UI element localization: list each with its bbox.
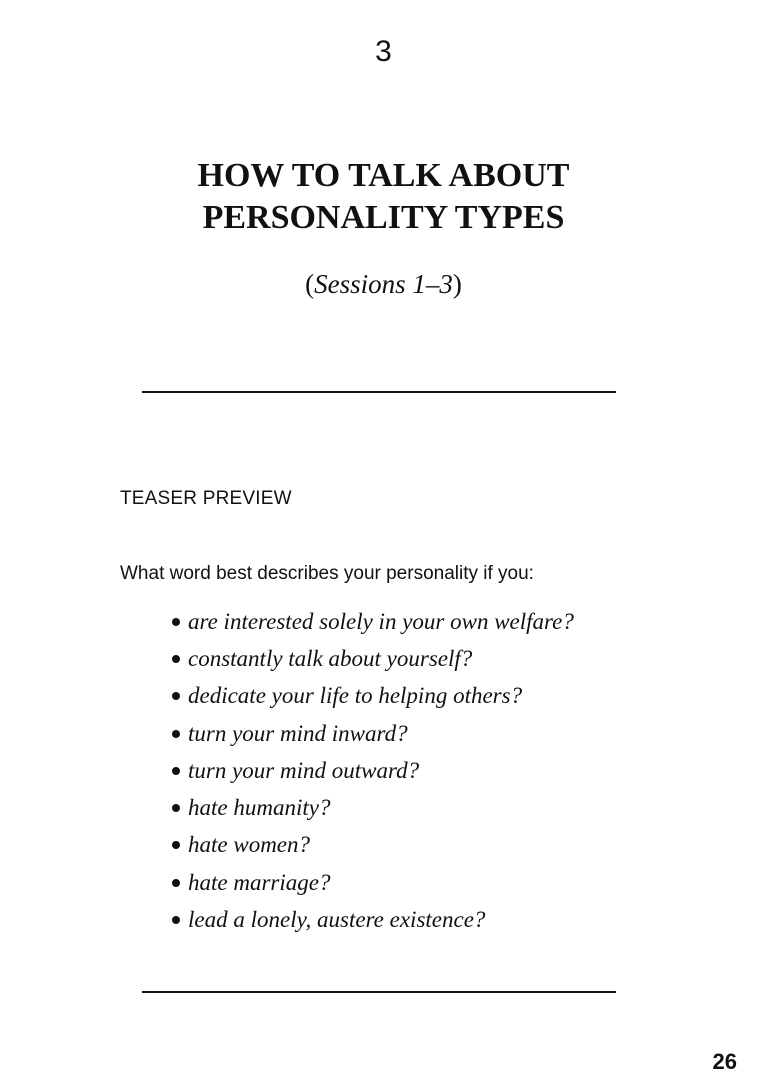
sessions-open-paren: (	[305, 269, 315, 299]
list-item	[172, 901, 574, 938]
bullet-icon	[172, 692, 180, 700]
sessions-range: Sessions 1–3	[314, 269, 453, 299]
list-item	[172, 752, 574, 789]
chapter-title-line-1: HOW TO TALK ABOUT	[197, 157, 570, 194]
sessions-subtitle	[0, 266, 767, 302]
list-item-text: turn your mind inward?	[188, 720, 408, 746]
list-item-text: lead a lonely, austere existence?	[188, 907, 486, 933]
chapter-title-line-2: PERSONALITY TYPES	[202, 199, 565, 236]
bottom-divider	[142, 991, 616, 993]
list-item-text: hate marriage?	[188, 869, 331, 895]
bullet-icon	[172, 879, 180, 887]
chapter-title	[0, 155, 767, 239]
bullet-icon	[172, 730, 180, 738]
list-item-text: are interested solely in your own welfare?	[188, 608, 574, 634]
section-heading: TEASER PREVIEW	[120, 488, 292, 509]
list-item-text: dedicate your life to helping others?	[188, 683, 523, 709]
list-item-text: hate humanity?	[188, 795, 331, 821]
bullet-icon	[172, 916, 180, 924]
bullet-icon	[172, 767, 180, 775]
chapter-number: 3	[375, 35, 392, 68]
question-list	[172, 603, 574, 939]
top-divider	[142, 391, 616, 393]
page-number: 26	[712, 1049, 737, 1074]
intro-question: What word best describes your personality if you:	[120, 563, 534, 584]
bullet-icon	[172, 655, 180, 663]
list-item-text: turn your mind outward?	[188, 757, 420, 783]
bullet-icon	[172, 841, 180, 849]
list-item	[172, 603, 574, 640]
list-item	[172, 640, 574, 677]
sessions-close-paren: )	[452, 269, 462, 299]
list-item	[172, 827, 574, 864]
list-item	[172, 864, 574, 901]
bullet-icon	[172, 804, 180, 812]
bullet-icon	[172, 618, 180, 626]
list-item	[172, 789, 574, 826]
list-item	[172, 715, 574, 752]
list-item-text: constantly talk about yourself?	[188, 645, 473, 671]
list-item-text: hate women?	[188, 832, 311, 858]
list-item	[172, 678, 574, 715]
